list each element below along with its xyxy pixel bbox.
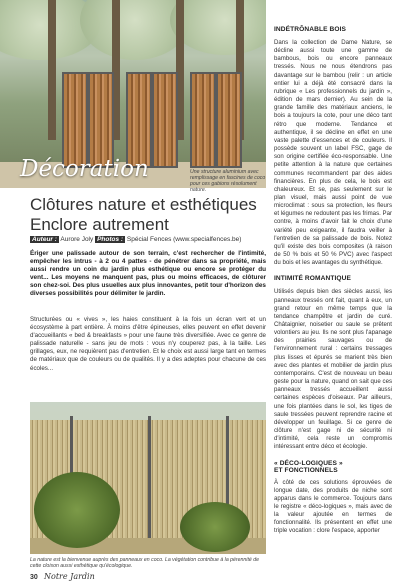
author-label: Auteur : <box>32 236 57 243</box>
section-heading-bois: INDÉTRÔNABLE BOIS <box>274 26 347 33</box>
article-body-paragraph: Structurées ou « vives », les haies constituent à la fois un écran vert et un écosystème à part entière. À moins d'être épineuses, elles peuvent en effet devenir d'accueillants « bed & breakfasts » pour une faune très diversifiée. Avec ce genre de palissade naturelle - sans jeu de mots : vous n'y couperez pas, à la taille. Les grillages, eux, ne requièrent pas d'entretien. Et le choix est aussi large tant en termes de matériaux que de couleurs ou de qualités. Il y a des adeptes pour chacune de ces écoles... <box>30 316 266 372</box>
article-title-line1: Clôtures nature et esthétiques <box>30 195 257 214</box>
magazine-logo: Notre Jardin <box>44 572 95 581</box>
photos-label: Photos : <box>97 236 124 243</box>
fence-photo-caption: La nature est la bienvenue auprès des panneaux en coco. La végétation contribue à la pérennité de cette cloison aussi esthétique qu'écologique. <box>30 557 259 570</box>
heading-line1: « DÉCO-LOGIQUES » <box>274 459 343 467</box>
article-title <box>30 195 266 235</box>
paragraph-deco-logiques: À côté de ces solutions éprouvées de longue date, des produits de niche sont apparus dans le commerce. Toujours dans le registre « déco-logiques », mais avec de la valeur ajoutée en termes de fonctionnalité. Ils présentent en effet une triple vocation : clore l'espace, apporter <box>274 478 392 535</box>
paragraph-bois: Dans la collection de Dame Nature, se décline aussi toute une gamme de bambous, bois ou encore panneaux tressés. Nous ne nous étendrons pas davantage sur le bambou (relir : un article entier lui a déjà été consacré dans la rubrique « Les professionnels du jardin », édition de mars dernier). Au sein de la grande famille des matériaux anciens, le bois a toujours la cote, pour une déco tant rétro que moderne. Tendance et authentique, il se décline en effet en une vaste palette d'essences et de couleurs. Il possède souvent un label FSC, gage de son origine certifiée éco-responsable. Une petite attention à la nature que certaines communes recommandent par des aides financières. En plus de cela, le bois est chaleureux. Et se, pas seulement sur le plan visuel, mais aussi point de vue microclimat : sous sa protection, les fleurs et légumes ne redoutent pas les frimas. Par contre, à moins d'avoir fait le choix d'une variété peu exigeante, il faudra veiller à l'entretien de sa palissade de bois. Notez qu'il existe des bois composites (à raison de 50 % bois et 50 % PVC) avec l'aspect du bois et les avantages du synthétique. <box>274 39 392 267</box>
article-lede: Ériger une palissade autour de son terrain, c'est rechercher de l'intimité, empêcher les intrus - à 2 ou 4 pattes - de pénétrer dans sa propriété, mais aussi rendre un coin du jardin plus esthétique ou encore se protéger du vent... Les moyens ne manquent pas, plus ou moins efficaces, de clôturer son chez-soi. Des plus usuelles aux plus innovantes, petit tour d'horizon des diverses possibilités pour délimiter le jardin. <box>30 250 266 298</box>
right-column <box>274 26 392 544</box>
section-tag: Décoration <box>20 156 149 182</box>
author-name: Aurore Joly <box>60 236 94 243</box>
byline <box>30 236 266 243</box>
paragraph-intimite: Utilisés depuis bien des siècles aussi, les panneaux tressés ont fait, quant à eux, un grand retour en même temps que la tendance champêtre et jardin de curé. Châtaignier, noisetier ou saule se prêtent volontiers au jeu. Ils ne sont plus l'apanage des prairies sauvages ou de l'environnement rural : certains tressages plus lisses et épurés se marient très bien avec des plantes et mobilier de jardin plus contemporains. C'est de nouveau un beau geste pour la nature, quand on sait que ces panneaux tressés accueillent aussi certaines espèces d'oiseaux. Par ailleurs, une fois plantées dans le sol, les tiges de saule tressées peuvent reprendre racine et développer un feuillage. Si ce genre de clôture n'est gage ni de sécurité ni d'intimité, cela reste un compromis intéressant entre déco et écologie. <box>274 288 392 451</box>
page-number: 30 <box>30 574 38 581</box>
hero-photo-caption: Une structure aluminium avec remplissage en fascines de coco pour ces gabions résolument nature. <box>190 169 266 193</box>
article-title-line2: Enclore autrement <box>30 215 169 234</box>
section-heading-intimite: INTIMITÉ ROMANTIQUE <box>274 275 351 283</box>
section-heading-deco-logiques <box>274 460 392 474</box>
photos-credit: Spécial Fences (www.specialfences.be) <box>126 236 242 243</box>
heading-line2: ET FONCTIONNELS <box>274 466 338 474</box>
fence-photo <box>30 402 266 554</box>
